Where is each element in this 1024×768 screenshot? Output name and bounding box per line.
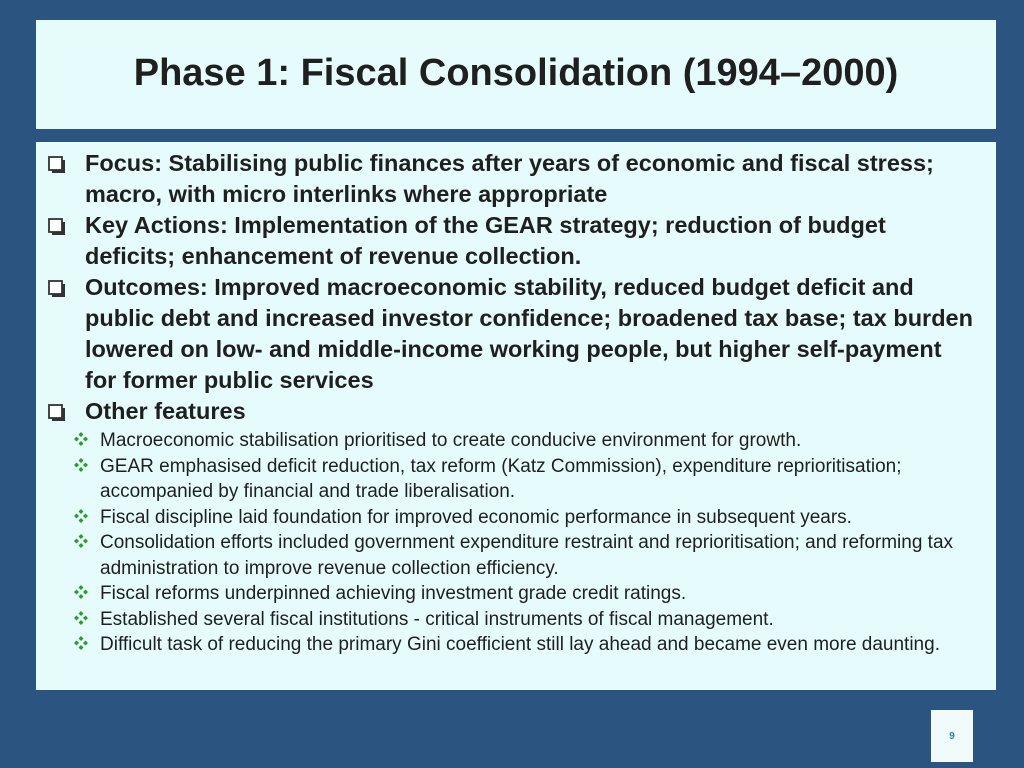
bullet-item-outcomes	[36, 272, 996, 396]
slide-title: Phase 1: Fiscal Consolidation (1994–2000)	[133, 52, 899, 94]
diamond-cluster-icon	[74, 534, 88, 548]
title-panel	[36, 20, 996, 129]
square-box-icon	[48, 404, 66, 422]
bullet-item-other-features	[36, 396, 996, 427]
sub-bullet-text: Consolidation efforts included government expenditure restraint and reprioritisation; and reforming tax administration to improve revenue collection efficiency.	[100, 532, 954, 579]
diamond-cluster-icon	[74, 611, 88, 625]
bullet-text: Focus: Stabilising public finances after years of economic and fiscal stress; macro, with micro interlinks where appropriate	[85, 150, 934, 207]
bullet-item-focus	[36, 148, 996, 210]
page-number: 9	[949, 730, 955, 742]
diamond-cluster-icon	[74, 509, 88, 523]
sub-bullet-text: Established several fiscal institutions - critical instruments of fiscal management.	[100, 608, 774, 630]
sub-bullet-text: Fiscal discipline laid foundation for improved economic performance in subsequent years.	[100, 506, 852, 528]
diamond-cluster-icon	[74, 636, 88, 650]
sub-bullet-text: Difficult task of reducing the primary Gini coefficient still lay ahead and became even more daunting.	[100, 634, 940, 655]
diamond-cluster-icon	[74, 432, 88, 446]
sub-bullet-item	[36, 454, 996, 505]
diamond-cluster-icon	[74, 458, 88, 472]
sub-bullet-item	[36, 581, 996, 607]
square-box-icon	[48, 156, 66, 174]
page-number-box	[931, 710, 973, 762]
square-box-icon	[48, 280, 66, 298]
bullet-text: Outcomes: Improved macroeconomic stability, reduced budget deficit and public debt and increased investor confidence; broadened tax base; tax burden lowered on low- and middle-income working people, but higher self-payment for former public services	[85, 274, 973, 393]
sub-bullet-list	[36, 428, 996, 658]
bullet-list	[36, 142, 996, 427]
sub-bullet-item	[36, 607, 996, 633]
sub-bullet-item	[36, 428, 996, 454]
bullet-item-key-actions	[36, 210, 996, 272]
bullet-text: Key Actions: Implementation of the GEAR strategy; reduction of budget deficits; enhancement of revenue collection.	[85, 212, 886, 269]
sub-bullet-item	[36, 505, 996, 531]
sub-bullet-text: Macroeconomic stabilisation prioritised to create conducive environment for growth.	[100, 430, 802, 451]
square-box-icon	[48, 218, 66, 236]
sub-bullet-item	[36, 530, 996, 581]
diamond-cluster-icon	[74, 585, 88, 599]
sub-bullet-text: Fiscal reforms underpinned achieving investment grade credit ratings.	[100, 583, 687, 604]
sub-bullet-text: GEAR emphasised deficit reduction, tax reform (Katz Commission), expenditure reprioritisation; accompanied by financial and trade liberalisation.	[100, 455, 902, 502]
bullet-text: Other features	[85, 398, 246, 424]
content-panel	[36, 142, 996, 690]
sub-bullet-item	[36, 632, 996, 658]
